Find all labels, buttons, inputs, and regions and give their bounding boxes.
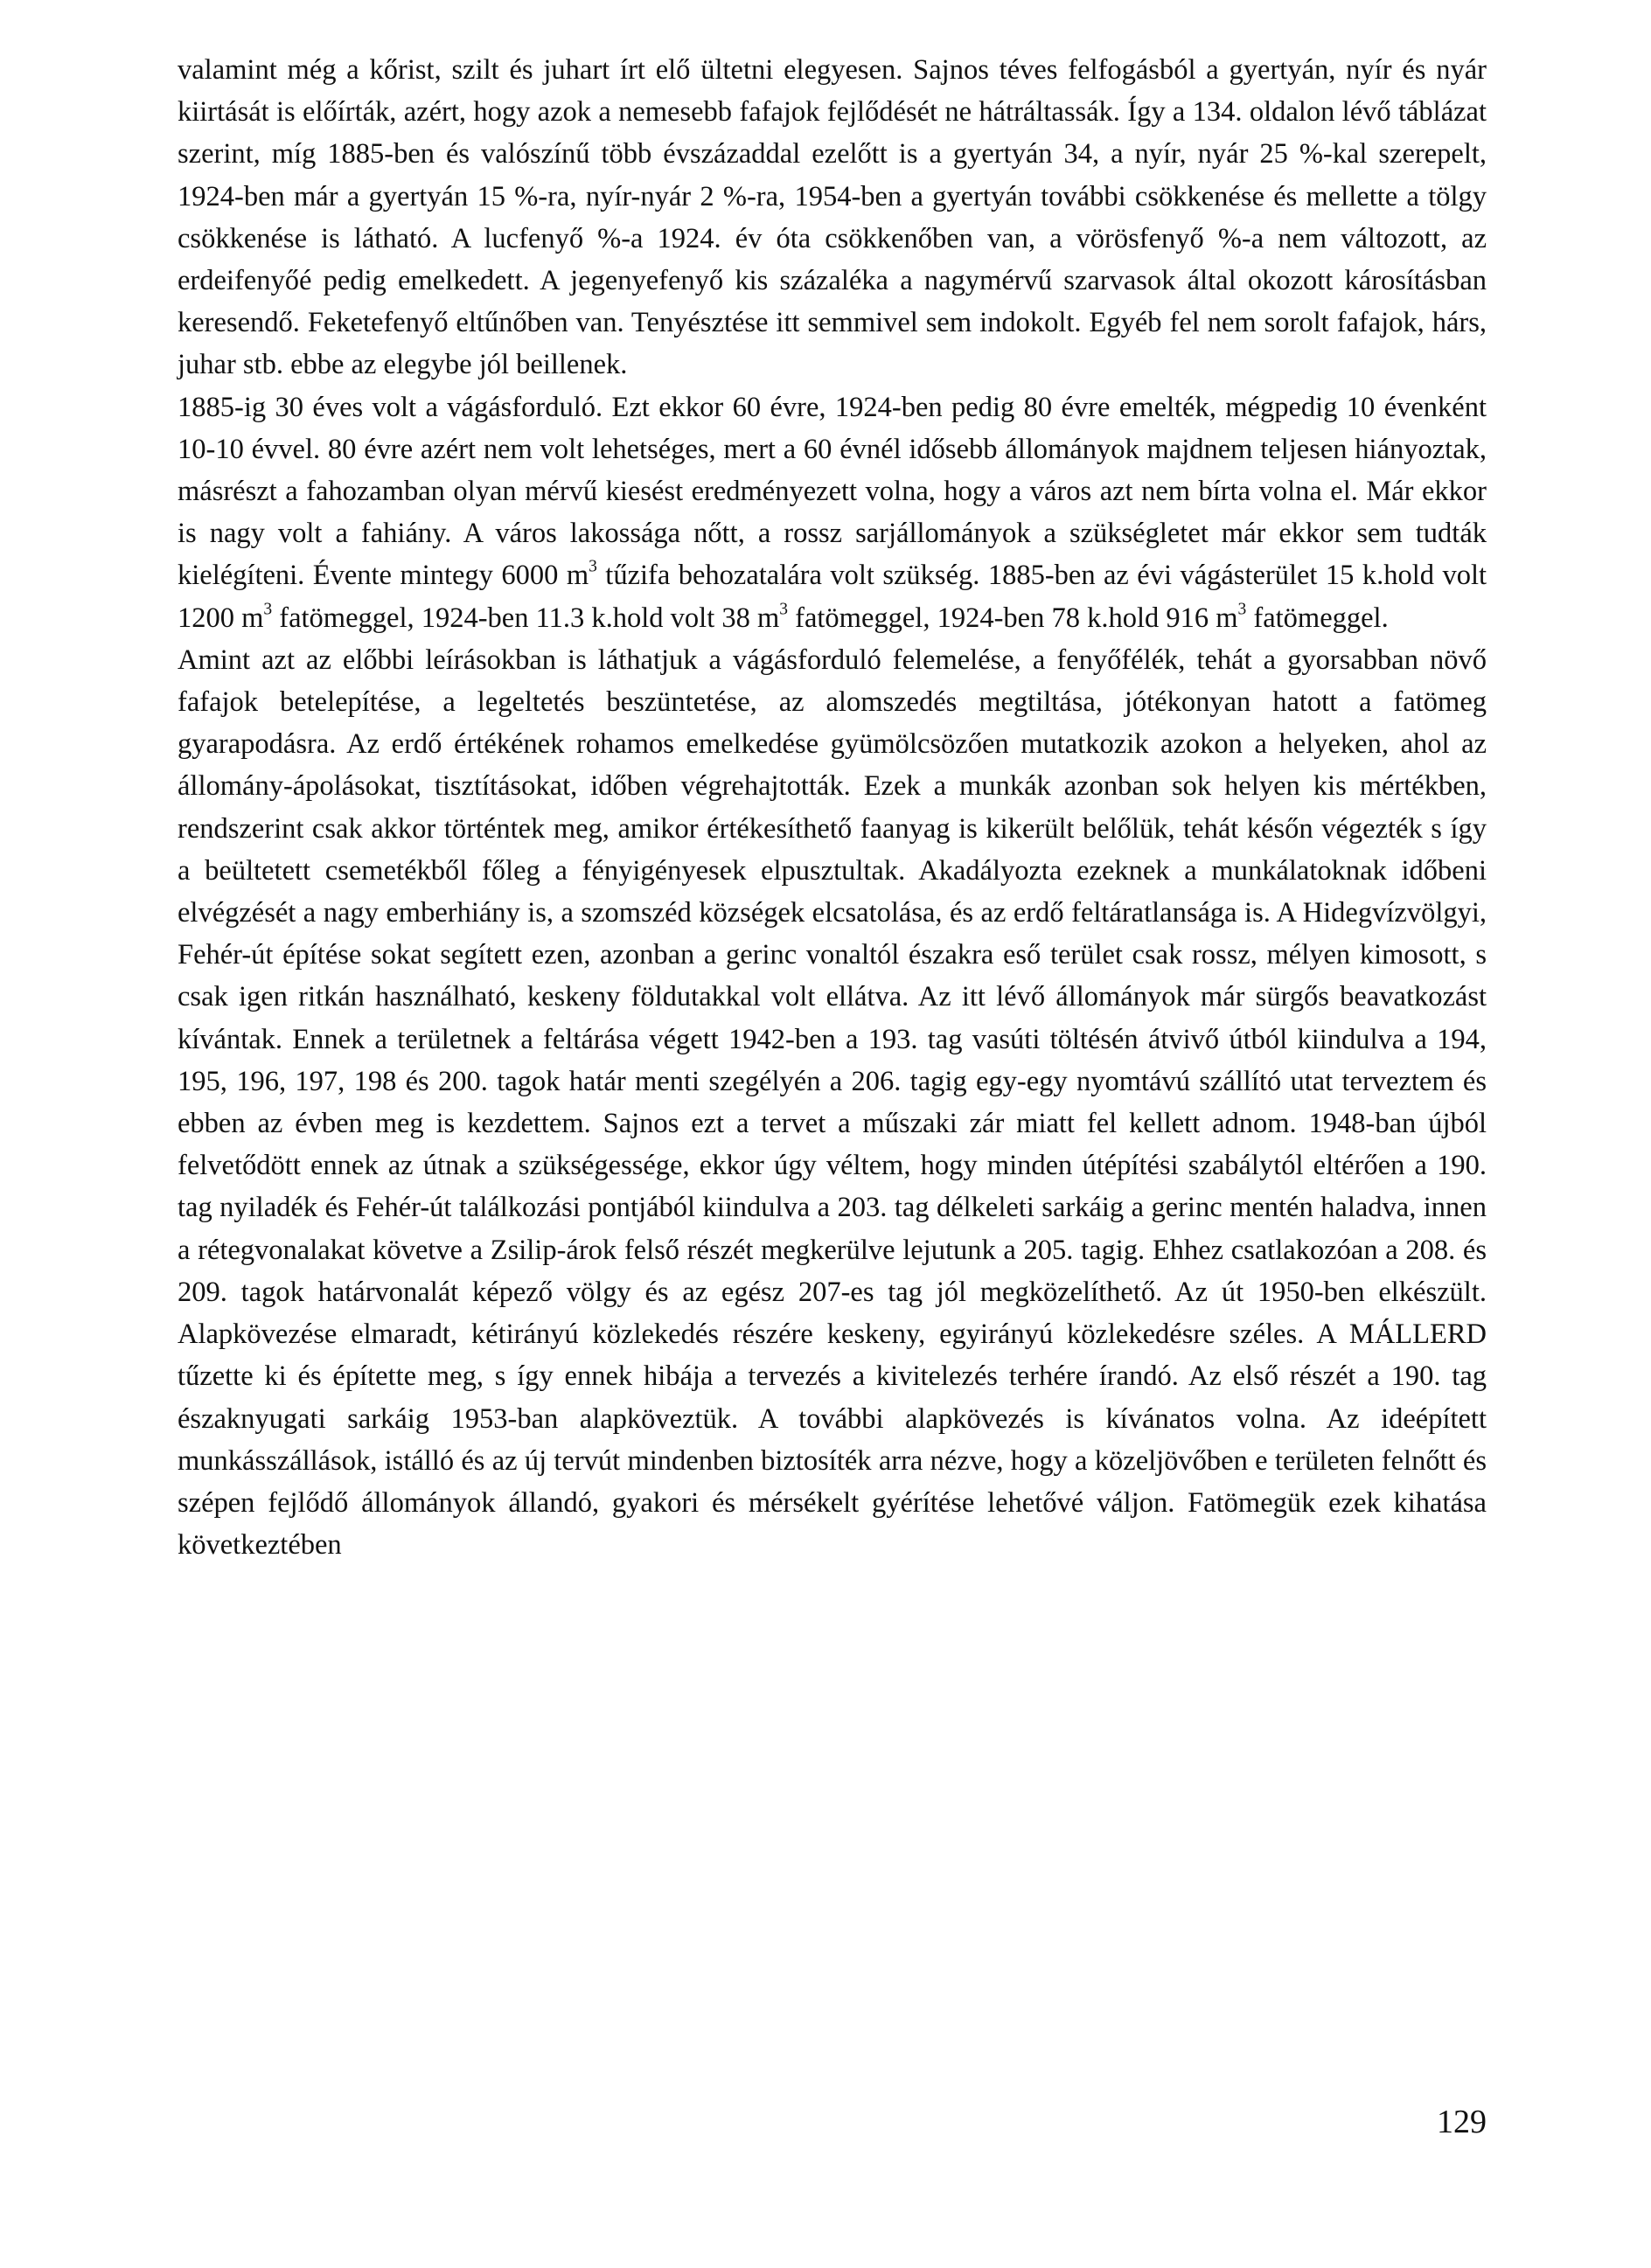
superscript: 3 bbox=[779, 600, 789, 619]
text-run: fatömeggel. bbox=[1246, 602, 1389, 634]
text-run: valamint még a kőrist, szilt és juhart írt elő ültetni elegyesen. Sajnos téves felfogásból a gyertyán, nyír és nyár kiirtását is előírták, azért, hogy azok a nemesebb fafajok fejlődését ne hátráltassák. Így a 134. oldalon lévő táblázat szerint, míg 1885-ben és valószínű több évszázaddal ezelőtt is a gyertyán 34, a nyír, nyár 25 %-kal szerepelt, 1924-ben már a gyertyán 15 %-ra, nyír-nyár 2 %-ra, 1954-ben a gyertyán további csökkenése és mellette a tölgy csökkenése is látható. A lucfenyő %-a 1924. év óta csökkenőben van, a vörösfenyő %-a nem változott, az erdeifenyőé pedig emelkedett. A jegenyefenyő kis százaléka a nagymérvű szarvasok által okozott károsításban keresendő. Feketefenyő eltűnőben van. Tenyésztése itt semmivel sem indokolt. Egyéb fel nem sorolt fafajok, hárs, juhar stb. ebbe az elegybe jól beillenek. bbox=[178, 54, 1487, 381]
page-number: 129 bbox=[1437, 2104, 1487, 2140]
superscript: 3 bbox=[1237, 600, 1247, 619]
paragraph bbox=[178, 639, 1487, 1566]
paragraph bbox=[178, 49, 1487, 386]
text-run: fatömeggel, 1924-ben 78 k.hold 916 m bbox=[788, 602, 1238, 634]
text-run: fatömeggel, 1924-ben 11.3 k.hold volt 38 m bbox=[272, 602, 780, 634]
text-run: 1885-ig 30 éves volt a vágásforduló. Ezt ekkor 60 évre, 1924-ben pedig 80 évre emelték, mégpedig 10 évenként 10-10 évvel. 80 évre azért nem volt lehetséges, mert a 60 évnél idősebb állományok majdnem teljesen hiányoztak, másrészt a fahozamban olyan mérvű kiesést eredményezett volna, hogy a város azt nem bírta volna el. Már ekkor is nagy volt a fahiány. A város lakossága nőtt, a rossz sarjállományok a szükségletet már ekkor sem tudták kielégíteni. Évente mintegy 6000 m bbox=[178, 391, 1487, 592]
text-run: tűzifa behozatalára volt szükség. 1885-ben az évi vágásterület 15 k.hold volt 1200 m bbox=[178, 560, 1487, 634]
superscript: 3 bbox=[589, 557, 597, 576]
body-text bbox=[178, 49, 1487, 1566]
paragraph bbox=[178, 386, 1487, 639]
superscript: 3 bbox=[263, 600, 273, 619]
text-run: Amint azt az előbbi leírásokban is láthatjuk a vágásforduló felemelése, a fenyőfélék, tehát a gyorsabban növő fafajok betelepítése, a legeltetés beszüntetése, az alomszedés megtiltása, jótékonyan hatott a fatömeg gyarapodásra. Az erdő értékének rohamos emelkedése gyümölcsözően mutatkozik azokon a helyeken, ahol az állomány-ápolásokat, tisztításokat, időben végrehajtották. Ezek a munkák azonban sok helyen kis mértékben, rendszerint csak akkor történtek meg, amikor értékesíthető faanyag is kikerült belőlük, tehát későn végezték s így a beültetett csemetékből főleg a fényigényesek elpusztultak. Akadályozta ezeknek a munkálatoknak időbeni elvégzését a nagy emberhiány is, a szomszéd községek elcsatolása, és az erdő feltáratlansága is. A Hidegvízvölgyi, Fehér-út építése sokat segített ezen, azonban a gerinc vonaltól északra eső terület csak rossz, mélyen kimosott, s csak igen ritkán használható, keskeny földutakkal volt ellátva. Az itt lévő állományok már sürgős beavatkozást kívántak. Ennek a területnek a feltárása végett 1942-ben a 193. tag vasúti töltésén átvivő útból kiindulva a 194, 195, 196, 197, 198 és 200. tagok határ menti szegélyén a 206. tagig egy-egy nyomtávú szállító utat terveztem és ebben az évben meg is kezdettem. Sajnos ezt a tervet a műszaki zár miatt fel kellett adnom. 1948-ban újból felvetődött ennek az útnak a szükségessége, ekkor úgy véltem, hogy minden útépítési szabálytól eltérően a 190. tag nyiladék és Fehér-út találkozási pontjából kiindulva a 203. tag délkeleti sarkáig a gerinc mentén haladva, innen a rétegvonalakat követve a Zsilip-árok felső részét megkerülve lejutunk a 205. tagig. Ehhez csatlakozóan a 208. és 209. tagok határvonalát képező völgy és az egész 207-es tag jól megközelíthető. Az út 1950-ben elkészült. Alapkövezése elmaradt, kétirányú közlekedés részére keskeny, egyirányú közlekedésre széles. A MÁLLERD tűzette ki és építette meg, s így ennek hibája a tervezés a kivitelezés terhére írandó. Az első részét a 190. tag északnyugati sarkáig 1953-ban alapköveztük. A további alapkövezés is kívánatos volna. Az ideépített munkásszállások, istálló és az új tervút mindenben biztosíték arra nézve, hogy a közeljövőben e területen felnőtt és szépen fejlődő állományok állandó, gyakori és mérsékelt gyérítése lehetővé váljon. Fatömegük ezek kihatása következtében bbox=[178, 644, 1487, 1562]
